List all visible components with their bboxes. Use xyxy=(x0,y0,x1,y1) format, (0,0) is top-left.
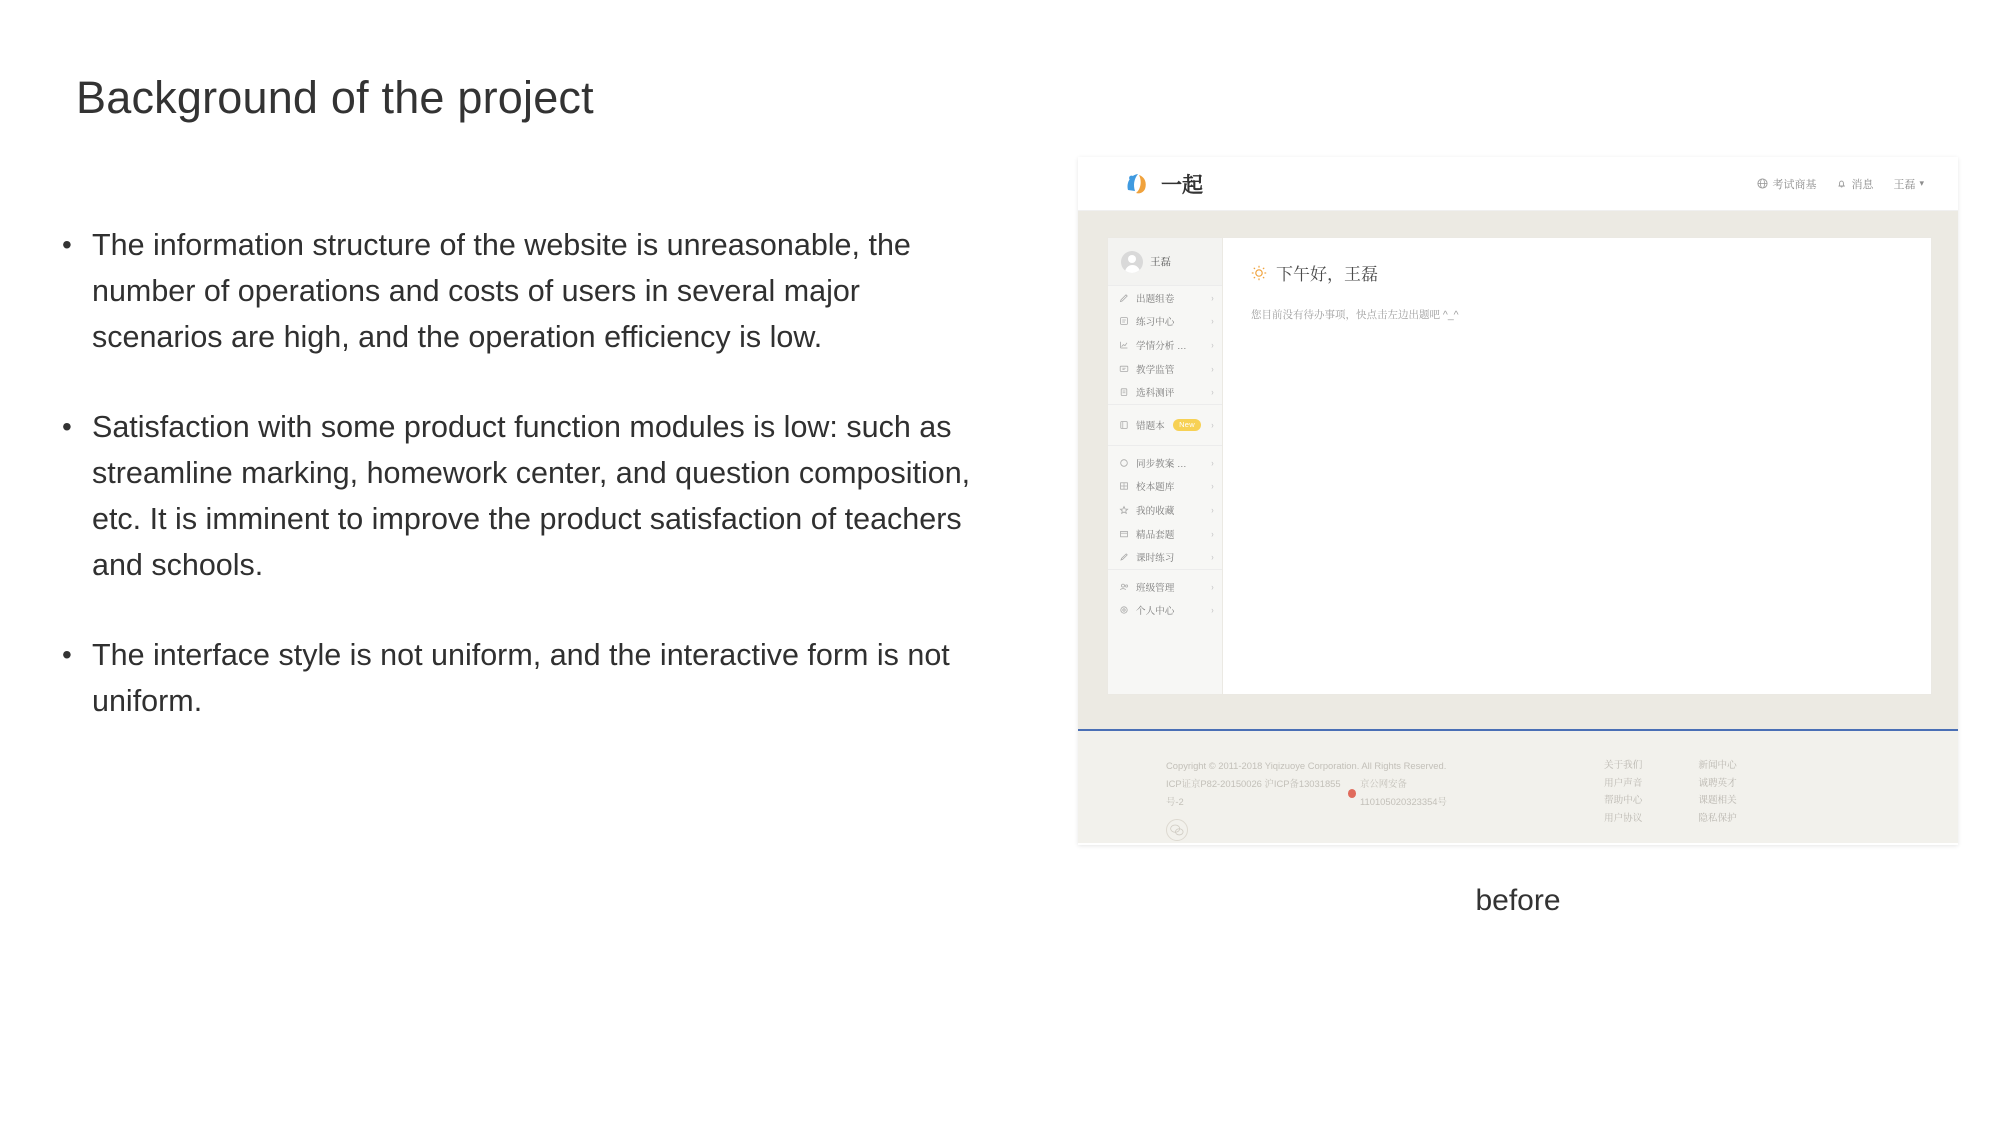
footer-link[interactable]: 帮助中心 xyxy=(1604,795,1643,806)
sidebar-group-2 xyxy=(1108,405,1222,446)
package-icon xyxy=(1119,529,1129,539)
header-actions xyxy=(1757,176,1924,192)
bullet-marker: • xyxy=(62,229,72,260)
image-caption: before xyxy=(1475,884,1561,917)
bullet-marker: • xyxy=(62,639,72,670)
monitor-icon xyxy=(1119,364,1129,374)
footer-column-1 xyxy=(1604,757,1642,843)
sidebar-item-tongbu[interactable] xyxy=(1108,451,1222,475)
footer-link[interactable]: 用户协议 xyxy=(1604,812,1643,824)
greeting-row xyxy=(1251,260,1931,285)
sidebar-item-lianxi[interactable] xyxy=(1108,310,1222,334)
wechat-icon[interactable] xyxy=(1166,819,1188,841)
footer-copyright: Copyright © 2011-2018 Yiqizuoye Corporation. All Rights Reserved. xyxy=(1166,760,1447,771)
chevron-down-icon: ▾ xyxy=(1919,178,1924,188)
sidebar-item-jiaoxue[interactable] xyxy=(1108,357,1222,381)
sidebar-item-label: 教学监管 xyxy=(1136,364,1175,376)
content-pane xyxy=(1222,237,1932,695)
clipboard-icon xyxy=(1119,387,1129,397)
chevron-right-icon: › xyxy=(1211,504,1214,515)
sidebar-item-label: 课时练习 xyxy=(1136,553,1175,565)
sun-icon xyxy=(1251,265,1267,281)
sidebar-group-1 xyxy=(1108,286,1222,405)
sidebar-item-label: 出题组卷 xyxy=(1136,293,1175,305)
status-badge: New xyxy=(1173,419,1201,431)
footer-link[interactable]: 课题相关 xyxy=(1698,795,1737,806)
sidebar-item-label: 精品套题 xyxy=(1136,529,1175,541)
avatar xyxy=(1121,251,1143,273)
bullet-text: The information structure of the website is unreasonable, the number of operations and costs of users in several major scenarios are high, and the operation efficiency is low. xyxy=(92,228,911,354)
chevron-right-icon: › xyxy=(1211,581,1214,592)
chevron-right-icon: › xyxy=(1211,419,1214,430)
sidebar-item-jingpin[interactable] xyxy=(1108,522,1222,546)
sidebar-item-label: 同步教案 … xyxy=(1136,458,1187,470)
sidebar-item-label: 校本题库 xyxy=(1136,482,1175,494)
exam-consult-label: 考试商基 xyxy=(1772,178,1817,191)
bank-icon xyxy=(1119,481,1129,491)
sidebar-item-label: 学情分析 … xyxy=(1136,340,1187,352)
bullet-text: The interface style is not uniform, and the interactive form is not uniform. xyxy=(92,638,950,718)
sidebar-item-xuanke[interactable] xyxy=(1108,380,1222,404)
users-icon xyxy=(1119,582,1129,592)
chevron-right-icon: › xyxy=(1211,316,1214,327)
sidebar-item-chuti[interactable] xyxy=(1108,286,1222,310)
footer-link[interactable]: 新闻中心 xyxy=(1698,760,1737,771)
chevron-right-icon: › xyxy=(1211,363,1214,374)
yiqi-logo-icon xyxy=(1122,169,1152,199)
chevron-right-icon: › xyxy=(1211,387,1214,398)
footer-license-row xyxy=(1166,775,1486,811)
sidebar-user-name: 王磊 xyxy=(1150,256,1171,268)
footer-legal xyxy=(1166,757,1486,843)
list-item xyxy=(62,632,992,724)
star-icon xyxy=(1119,505,1129,515)
sidebar-item-label: 个人中心 xyxy=(1136,606,1175,618)
list-item xyxy=(62,404,992,588)
app-body xyxy=(1078,211,1958,729)
bullet-list xyxy=(62,222,992,768)
chevron-right-icon: › xyxy=(1211,528,1214,539)
chevron-right-icon: › xyxy=(1211,292,1214,303)
sidebar-item-label: 错题本 xyxy=(1136,420,1165,432)
footer-link[interactable]: 用户声音 xyxy=(1604,777,1643,789)
chevron-right-icon: › xyxy=(1211,552,1214,563)
bullet-text: Satisfaction with some product function modules is low: such as streamline marking, homework center, and question composition, etc. It is imminent to improve the product satisfaction of teachers and schools. xyxy=(92,410,971,582)
sidebar-item-xiaoben[interactable] xyxy=(1108,475,1222,499)
sidebar-item-label: 我的收藏 xyxy=(1136,505,1175,517)
brand[interactable] xyxy=(1122,169,1203,199)
note-icon xyxy=(1119,420,1129,430)
sidebar-item-banji[interactable] xyxy=(1108,575,1222,599)
sidebar-item-keshi[interactable] xyxy=(1108,545,1222,569)
sidebar-item-label: 选科测评 xyxy=(1136,388,1175,400)
footer-link[interactable]: 隐私保护 xyxy=(1698,812,1737,824)
messages-link[interactable] xyxy=(1836,176,1873,192)
footer-links xyxy=(1604,757,1737,843)
book-icon xyxy=(1119,316,1129,326)
footer-link[interactable]: 关于我们 xyxy=(1604,760,1643,771)
sidebar-item-label: 班级管理 xyxy=(1136,582,1175,594)
empty-state-hint: 您目前没有待办事项，快点击左边出题吧 ^_^ xyxy=(1251,309,1459,321)
greeting-text: 下午好，王磊 xyxy=(1276,265,1378,284)
chevron-right-icon: › xyxy=(1211,605,1214,616)
footer-security: 京公网安备 110105020323354号 xyxy=(1360,778,1447,807)
chevron-right-icon: › xyxy=(1211,457,1214,468)
sync-icon xyxy=(1119,458,1129,468)
gear-icon xyxy=(1119,605,1129,615)
screenshot-mock xyxy=(1078,157,1958,845)
sidebar-item-label: 练习中心 xyxy=(1136,317,1175,329)
chevron-right-icon: › xyxy=(1211,339,1214,350)
footer-link[interactable]: 诚聘英才 xyxy=(1698,777,1737,789)
app-footer xyxy=(1078,729,1958,843)
page-title: Background of the project xyxy=(76,72,594,123)
app-header xyxy=(1078,157,1958,211)
sidebar-group-4 xyxy=(1108,570,1222,622)
footer-license: ICP证京P82-20150026 沪ICP备13031855号-2 xyxy=(1166,778,1341,807)
sidebar-group-3 xyxy=(1108,446,1222,570)
globe-icon xyxy=(1757,178,1768,189)
pen-icon xyxy=(1119,293,1129,303)
brand-name: 一起 xyxy=(1161,173,1203,197)
sidebar-item-gerenzhongxin[interactable] xyxy=(1108,599,1222,623)
sidebar-item-xueqing[interactable] xyxy=(1108,333,1222,357)
sidebar-item-cuotiben[interactable] xyxy=(1108,412,1222,438)
messages-label: 消息 xyxy=(1851,178,1874,191)
user-menu[interactable] xyxy=(1893,176,1924,192)
chart-icon xyxy=(1119,340,1129,350)
list-item xyxy=(62,222,992,360)
exam-consult-link[interactable] xyxy=(1757,176,1816,192)
footer-column-2 xyxy=(1698,757,1736,843)
bell-icon xyxy=(1836,178,1847,189)
edit-icon xyxy=(1119,552,1129,562)
sidebar-user[interactable] xyxy=(1108,238,1222,286)
bullet-marker: • xyxy=(62,411,72,442)
chevron-right-icon: › xyxy=(1211,481,1214,492)
sidebar-item-shoucang[interactable] xyxy=(1108,498,1222,522)
sidebar xyxy=(1107,237,1222,695)
security-seal-icon xyxy=(1348,789,1356,798)
user-menu-label: 王磊 xyxy=(1893,178,1916,191)
